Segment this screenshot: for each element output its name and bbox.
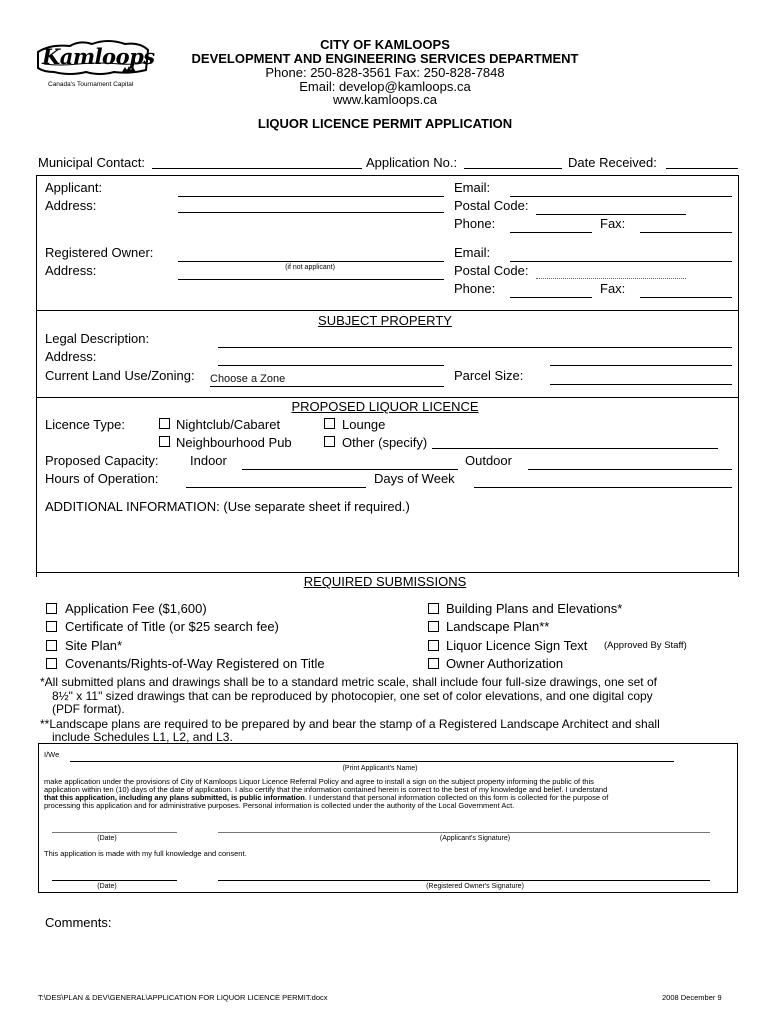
certificate-of-title-label: Certificate of Title (or $25 search fee) (65, 619, 279, 634)
subject-property-heading: SUBJECT PROPERTY (318, 313, 452, 328)
parcel-size-label: Parcel Size: (454, 368, 524, 383)
comments-area[interactable] (45, 933, 735, 983)
building-plans-label: Building Plans and Elevations* (446, 601, 623, 616)
logo-wordmark: Kamloops (42, 44, 155, 69)
application-no-label: Application No.: (366, 155, 458, 170)
public-information-statement: that this application, including any plans submitted, is public information (44, 793, 305, 802)
application-fee-label: Application Fee ($1,600) (65, 601, 207, 616)
contact-email: Email: develop@kamloops.ca (299, 79, 471, 94)
other-specify-field[interactable] (432, 448, 718, 449)
owner-date-field[interactable] (52, 880, 177, 881)
application-no-field[interactable] (464, 168, 562, 169)
registered-owner-field[interactable] (178, 261, 444, 262)
applicant-signature-field[interactable] (218, 832, 710, 833)
property-address-field-1[interactable] (218, 365, 444, 366)
footer-date: 2008 December 9 (662, 993, 722, 1002)
days-of-week-label: Days of Week (374, 471, 455, 486)
owner-signature-caption: (Registered Owner's Signature) (426, 883, 524, 890)
owner-email-field[interactable] (510, 261, 732, 262)
applicant-field[interactable] (178, 196, 444, 197)
contact-phone-fax: Phone: 250-828-3561 Fax: 250-828-7848 (265, 65, 505, 80)
property-address-field-2[interactable] (550, 365, 732, 366)
i-we-label: I/We (44, 750, 60, 759)
parcel-size-field[interactable] (550, 384, 732, 385)
footer-file-path: T:\DES\PLAN & DEV\GENERAL\APPLICATION FOR LIQUOR LICENCE PERMIT.docx (38, 993, 328, 1002)
covenants-checkbox[interactable] (46, 658, 57, 669)
approved-by-staff-note: (Approved By Staff) (604, 640, 687, 651)
address-field[interactable] (178, 212, 444, 213)
indoor-label: Indoor (190, 453, 227, 468)
nightclub-checkbox[interactable] (159, 418, 170, 429)
days-of-week-field[interactable] (474, 487, 732, 488)
lounge-label: Lounge (342, 417, 386, 432)
other-label: Other (specify) (342, 435, 428, 450)
landscape-plan-label: Landscape Plan** (446, 619, 550, 634)
landscape-note-line-1: **Landscape plans are required to be prepared by and bear the stamp of a Registered Landscape Architect and shall (40, 717, 660, 731)
declaration-text-1: make application under the provisions of City of Kamloops Liquor Licence Referral Policy and agree to install a sign on the subject property informing the public of this (44, 777, 594, 786)
form-border-left (36, 175, 37, 577)
drawings-note-line-3: (PDF format). (52, 702, 125, 716)
licence-type-label: Licence Type: (45, 417, 125, 432)
required-submissions-divider (36, 572, 739, 573)
applicant-signature-caption: (Applicant's Signature) (439, 835, 511, 842)
applicant-phone-field[interactable] (510, 232, 592, 233)
owner-postal-code-label: Postal Code: (454, 263, 529, 278)
contact-website: www.kamloops.ca (332, 92, 438, 107)
applicant-email-label: Email: (454, 180, 491, 195)
municipal-contact-field[interactable] (152, 168, 362, 169)
site-plan-checkbox[interactable] (46, 640, 57, 651)
zone-select[interactable]: Choose a Zone (210, 373, 286, 385)
outdoor-capacity-field[interactable] (528, 469, 732, 470)
consent-statement: This application is made with my full knowledge and consent. (44, 849, 247, 858)
declaration-text-4: processing this application and for administrative purposes. Personal information is collected under the authority of the Local Government Act. (44, 801, 515, 810)
site-plan-label: Site Plan* (65, 638, 123, 653)
municipal-contact-label: Municipal Contact: (38, 155, 145, 170)
land-use-label: Current Land Use/Zoning: (45, 368, 195, 383)
covenants-label: Covenants/Rights-of-Way Registered on Title (65, 656, 325, 671)
proposed-licence-heading: PROPOSED LIQUOR LICENCE (291, 399, 479, 414)
applicant-postal-code-label: Postal Code: (454, 198, 529, 213)
applicant-phone-label: Phone: (454, 216, 496, 231)
additional-information-label: ADDITIONAL INFORMATION: (Use separate sheet if required.) (45, 499, 410, 514)
declaration-text-2: application within ten (10) days of the date of application. I also certify that the information contained herein is correct to the best of my knowledge and belief. I understand (44, 785, 608, 794)
legal-description-label: Legal Description: (45, 331, 150, 346)
address-label: Address: (45, 198, 97, 213)
sign-text-label: Liquor Licence Sign Text (446, 638, 588, 653)
print-name-caption: (Print Applicant's Name) (342, 765, 418, 772)
owner-postal-code-field[interactable] (536, 278, 686, 279)
owner-date-caption: (Date) (97, 883, 117, 890)
city-name: CITY OF KAMLOOPS (320, 37, 450, 52)
applicant-label: Applicant: (45, 180, 103, 195)
declaration-text-3-rest: . I understand that personal information collected on this form is collected for the purpose of (304, 793, 609, 802)
outdoor-label: Outdoor (465, 453, 512, 468)
date-received-label: Date Received: (568, 155, 657, 170)
date-received-field[interactable] (666, 168, 738, 169)
additional-information-area[interactable] (45, 518, 733, 570)
application-fee-checkbox[interactable] (46, 603, 57, 614)
registered-owner-label: Registered Owner: (45, 245, 154, 260)
drawings-note-line-2: 8½" x 11" sized drawings that can be reproduced by photocopier, one set of color elevations, and one digital copy (52, 689, 653, 703)
owner-signature-field[interactable] (218, 880, 710, 881)
form-border-right (738, 175, 739, 577)
proposed-licence-divider (36, 397, 739, 398)
applicant-fax-field[interactable] (640, 232, 732, 233)
other-checkbox[interactable] (324, 436, 335, 447)
owner-address-field[interactable] (178, 279, 444, 280)
indoor-capacity-field[interactable] (242, 469, 458, 470)
drawings-note-line-1: *All submitted plans and drawings shall be to a standard metric scale, shall include four full-size drawings, one set of (40, 675, 657, 689)
property-address-label: Address: (45, 349, 97, 364)
applicant-name-field[interactable] (70, 761, 674, 762)
applicant-fax-label: Fax: (600, 216, 626, 231)
nightclub-label: Nightclub/Cabaret (176, 417, 281, 432)
lounge-checkbox[interactable] (324, 418, 335, 429)
owner-phone-label: Phone: (454, 281, 496, 296)
logo-tagline: Canada's Tournament Capital (48, 81, 134, 88)
owner-phone-field[interactable] (510, 297, 592, 298)
form-border-top (36, 175, 739, 176)
owner-fax-field[interactable] (640, 297, 732, 298)
subject-property-divider (36, 310, 739, 311)
legal-description-field[interactable] (218, 347, 732, 348)
landscape-note-line-2: include Schedules L1, L2, and L3. (52, 730, 233, 744)
proposed-capacity-label: Proposed Capacity: (45, 453, 159, 468)
if-not-applicant-note: (if not applicant) (285, 264, 335, 271)
certificate-of-title-checkbox[interactable] (46, 621, 57, 632)
applicant-email-field[interactable] (510, 196, 732, 197)
landscape-plan-checkbox[interactable] (428, 621, 439, 632)
neighbourhood-pub-checkbox[interactable] (159, 436, 170, 447)
owner-authorization-checkbox[interactable] (428, 658, 439, 669)
applicant-date-caption: (Date) (97, 835, 117, 842)
owner-address-label: Address: (45, 263, 97, 278)
owner-authorization-label: Owner Authorization (446, 656, 564, 671)
form-title: LIQUOR LICENCE PERMIT APPLICATION (257, 116, 513, 131)
owner-fax-label: Fax: (600, 281, 626, 296)
required-submissions-heading: REQUIRED SUBMISSIONS (303, 574, 467, 589)
sign-text-checkbox[interactable] (428, 640, 439, 651)
hours-of-operation-field[interactable] (186, 487, 366, 488)
owner-email-label: Email: (454, 245, 491, 260)
applicant-date-field[interactable] (52, 832, 177, 833)
neighbourhood-pub-label: Neighbourhood Pub (176, 435, 292, 450)
comments-label: Comments: (45, 915, 112, 930)
applicant-postal-code-field[interactable] (536, 214, 686, 215)
building-plans-checkbox[interactable] (428, 603, 439, 614)
land-use-field[interactable] (210, 386, 444, 387)
hours-of-operation-label: Hours of Operation: (45, 471, 159, 486)
department-name: DEVELOPMENT AND ENGINEERING SERVICES DEPARTMENT (191, 51, 579, 66)
